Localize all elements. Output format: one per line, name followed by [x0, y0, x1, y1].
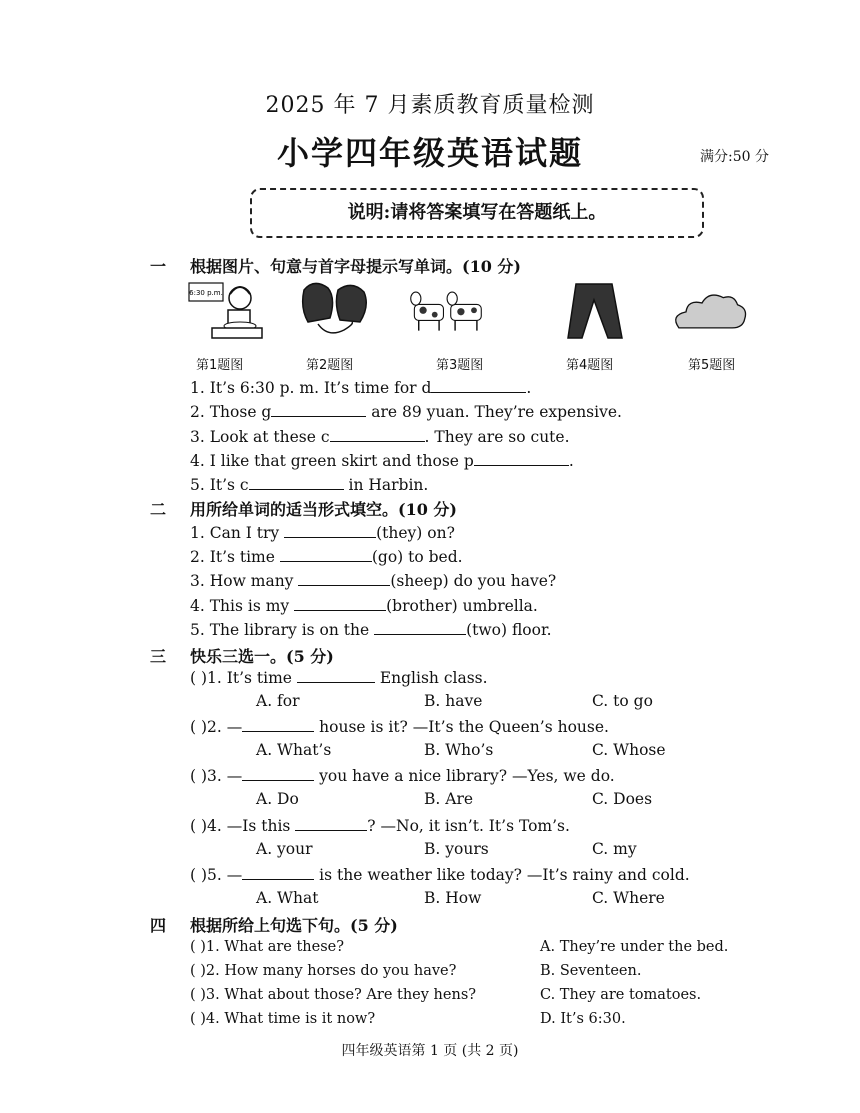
- option-b: B. have: [424, 692, 483, 710]
- answer-blank[interactable]: [330, 427, 425, 442]
- cows-picture: [410, 280, 490, 342]
- section-1-heading: [150, 254, 521, 277]
- part1-question: 4. I like that green skirt and those p .: [190, 452, 574, 470]
- clock-time-text: 6:30 p.m.: [189, 289, 223, 297]
- figure-caption-3: 第3题图: [436, 358, 484, 373]
- gloves-picture: [296, 280, 376, 342]
- paper-title: 小学四年级英语试题: [276, 134, 583, 172]
- section-title: 用所给单词的适当形式填空。(10 分): [190, 500, 457, 519]
- answer-blank[interactable]: [242, 717, 314, 732]
- option-c: C. my: [592, 840, 637, 858]
- answer-blank[interactable]: [249, 475, 344, 490]
- answer-blank[interactable]: [295, 816, 367, 831]
- option-c: C. Where: [592, 889, 665, 907]
- part2-question: 4. This is my (brother) umbrella.: [190, 597, 538, 615]
- part4-answer: A. They’re under the bed.: [540, 939, 729, 955]
- answer-blank[interactable]: [474, 451, 569, 466]
- option-c: C. Does: [592, 790, 653, 808]
- option-a: A. your: [256, 840, 313, 858]
- option-a: A. for: [256, 692, 300, 710]
- part3-question: ( )5. — is the weather like today? —It’s rainy and cold.: [190, 866, 690, 884]
- answer-blank[interactable]: [298, 571, 390, 586]
- part3-question: ( )2. — house is it? —It’s the Queen’s house.: [190, 718, 609, 736]
- part1-question: 3. Look at these c . They are so cute.: [190, 428, 570, 446]
- part4-answer: B. Seventeen.: [540, 963, 642, 979]
- section-2-heading: [150, 497, 457, 520]
- exam-title: 2025 年 7 月素质教育质量检测: [265, 93, 595, 118]
- part2-question: 1. Can I try (they) on?: [190, 524, 455, 542]
- page-footer: 四年级英语第 1 页 (共 2 页): [341, 1043, 519, 1059]
- part4-question: ( )2. How many horses do you have?: [190, 963, 457, 979]
- part4-question: ( )4. What time is it now?: [190, 1011, 376, 1027]
- part1-question: 1. It’s 6:30 p. m. It’s time for d .: [190, 379, 532, 397]
- option-b: B. yours: [424, 840, 489, 858]
- section-title: 根据图片、句意与首字母提示写单词。(10 分): [190, 257, 521, 276]
- figure-caption-2: 第2题图: [306, 358, 354, 373]
- answer-blank[interactable]: [431, 378, 526, 393]
- section-number: 三: [150, 647, 167, 666]
- option-a: A. What’s: [256, 741, 332, 759]
- option-b: B. How: [424, 889, 482, 907]
- section-number: 四: [150, 916, 167, 935]
- option-b: B. Who’s: [424, 741, 494, 759]
- option-c: C. Whose: [592, 741, 666, 759]
- cloud-picture: [670, 280, 750, 342]
- section-title: 快乐三选一。(5 分): [190, 647, 334, 666]
- section-4-heading: [150, 913, 398, 936]
- part2-question: 5. The library is on the (two) floor.: [190, 621, 552, 639]
- option-a: A. Do: [256, 790, 299, 808]
- instruction-box: 说明:请将答案填写在答题纸上。: [250, 188, 704, 238]
- answer-blank[interactable]: [284, 523, 376, 538]
- part4-answer: C. They are tomatoes.: [540, 987, 702, 1003]
- part4-question: ( )3. What about those? Are they hens?: [190, 987, 477, 1003]
- full-score-label: 满分:50 分: [700, 149, 769, 165]
- part3-question: ( )1. It’s time English class.: [190, 669, 488, 687]
- answer-blank[interactable]: [294, 596, 386, 611]
- part2-question: 3. How many (sheep) do you have?: [190, 572, 557, 590]
- section-title: 根据所给上句选下句。(5 分): [190, 916, 398, 935]
- answer-blank[interactable]: [242, 865, 314, 880]
- answer-blank[interactable]: [374, 620, 466, 635]
- answer-blank[interactable]: [297, 668, 375, 683]
- answer-blank[interactable]: [242, 766, 314, 781]
- part3-question: ( )3. — you have a nice library? —Yes, we do.: [190, 767, 615, 785]
- part4-question: ( )1. What are these?: [190, 939, 344, 955]
- option-b: B. Are: [424, 790, 474, 808]
- part4-answer: D. It’s 6:30.: [540, 1011, 626, 1027]
- answer-blank[interactable]: [280, 547, 372, 562]
- section-number: 一: [150, 257, 167, 276]
- part1-question: 2. Those g are 89 yuan. They’re expensive.: [190, 403, 622, 421]
- answer-blank[interactable]: [271, 402, 366, 417]
- figure-caption-4: 第4题图: [566, 358, 614, 373]
- dinner-time-picture: [188, 280, 268, 342]
- part1-question: 5. It’s c in Harbin.: [190, 476, 429, 494]
- option-c: C. to go: [592, 692, 653, 710]
- option-a: A. What: [256, 889, 319, 907]
- section-3-heading: [150, 644, 334, 667]
- figure-caption-1: 第1题图: [196, 358, 244, 373]
- figure-caption-5: 第5题图: [688, 358, 736, 373]
- pants-picture: [556, 280, 636, 342]
- part3-question: ( )4. —Is this ? —No, it isn’t. It’s Tom’s.: [190, 817, 570, 835]
- part2-question: 2. It’s time (go) to bed.: [190, 548, 463, 566]
- section-number: 二: [150, 500, 167, 519]
